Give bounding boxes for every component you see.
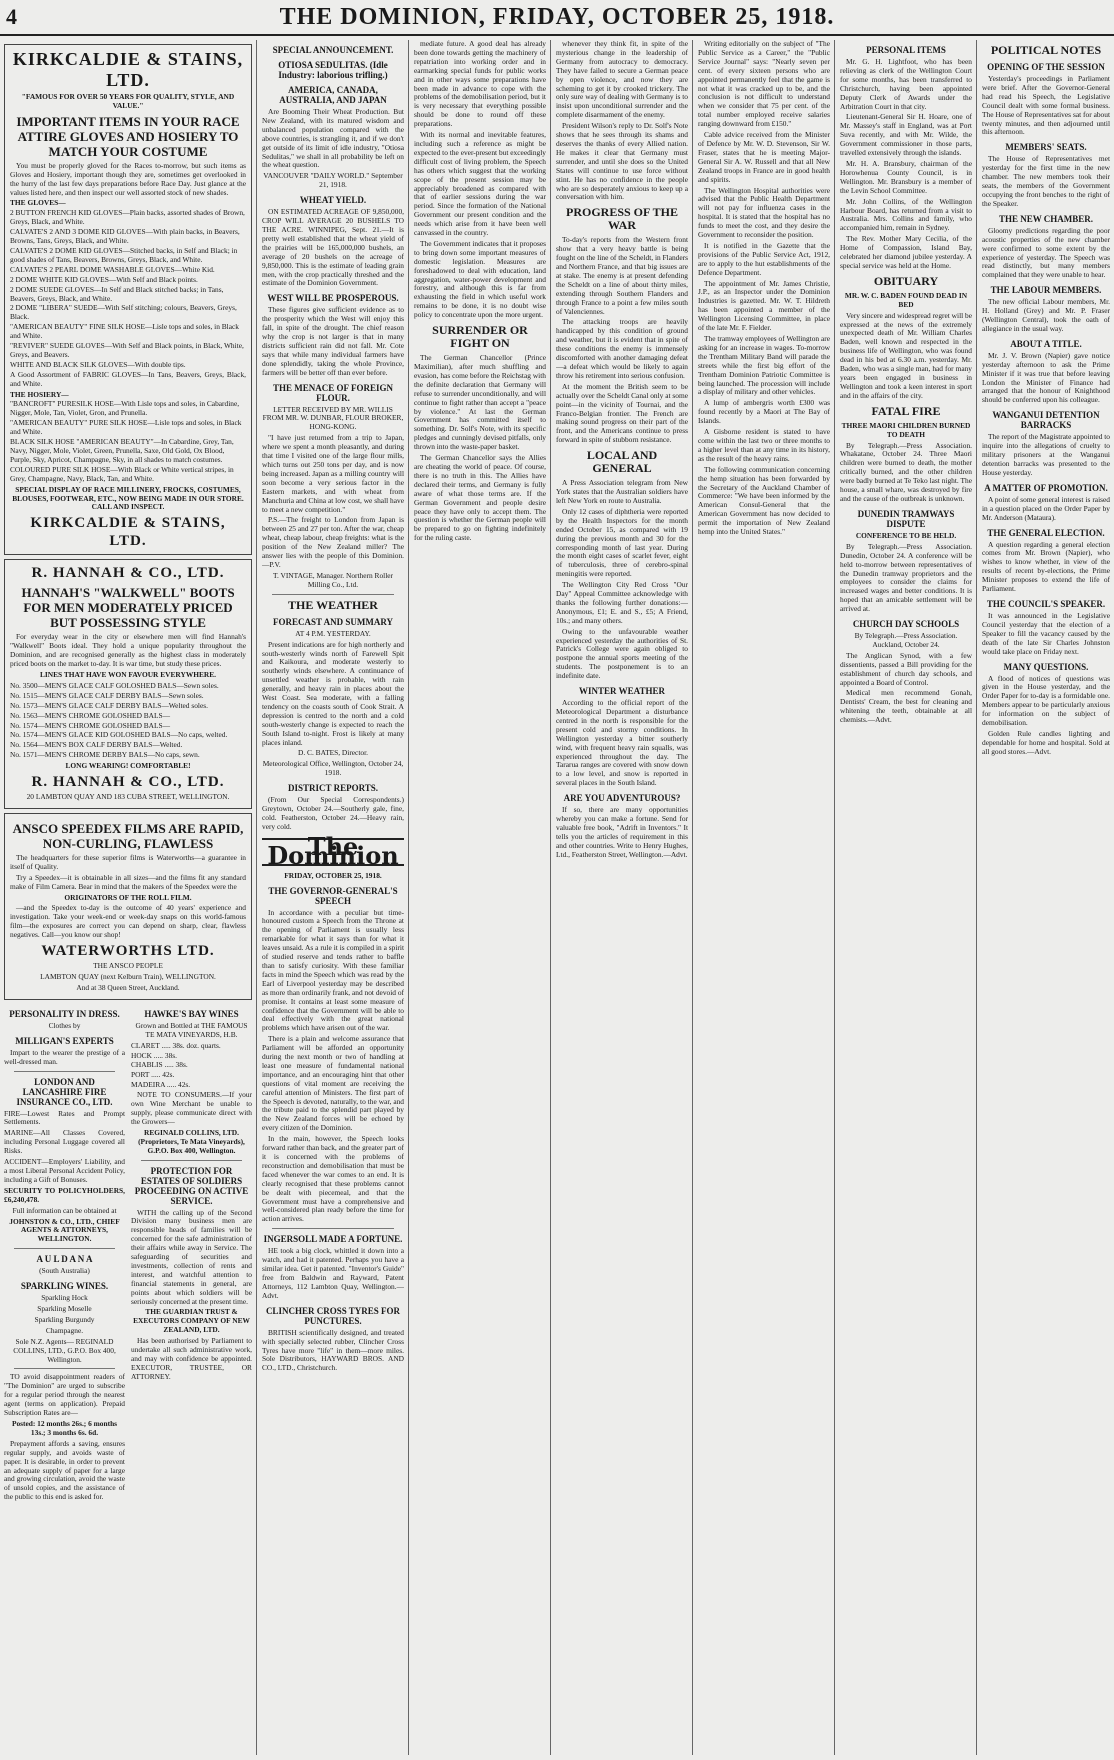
church-sub: By Telegraph.—Press Association. Auckland, October 24. [854, 631, 958, 649]
special-announcement-heading: SPECIAL ANNOUNCEMENT. [272, 45, 394, 55]
waterworths-address-2: And at 38 Queen Street, Auckland. [76, 982, 180, 992]
hawkes-item: CLARET ..... 38s. doz. quarts. [131, 1040, 221, 1050]
auldana-item: Sparkling Burgundy [34, 1314, 95, 1324]
column-4 [556, 40, 688, 1755]
subscription-rates: Posted: 12 months 26s.; 6 months 13s.; 3 months 6s. 6d. [11, 1419, 118, 1437]
speaker-body: It was announced in the Legislative Council yesterday that the election of a Speaker to fill the vacancy caused by the death of the late Sir Charles Johnston would take place on Friday next. [982, 610, 1110, 656]
waterworths-address: LAMBTON QUAY (next Kelburn Train), WELLINGTON. [40, 972, 216, 981]
auldana-agents: Sole N.Z. Agents— REGINALD COLLINS, LTD., G.P.O. Box 400, Wellington. [13, 1336, 116, 1364]
col3-body-3: The Government indicates that it proposes to bring down some important measures of domestic legislation. Measures are foreshadowed to deal with education, land aggregation, water-power development and forestry, and although this is far from exhausting the field in which useful work remains to be done, it is no doubt wise policy to concentrate upon the more urgent. [414, 238, 546, 320]
london-heading: LONDON AND LANCASHIRE FIRE INSURANCE CO., LTD. [16, 1076, 113, 1107]
seats-heading: MEMBERS' SEATS. [1005, 142, 1087, 153]
political-sub: OPENING OF THE SESSION [987, 62, 1105, 72]
local-heading: LOCAL AND GENERAL [586, 448, 658, 476]
obituary-sub: MR. W. C. BADEN FOUND DEAD IN BED [844, 290, 968, 309]
hannah-line: No. 1564—MEN'S BOX CALF DERBY BALS—Welted. [10, 740, 183, 750]
labour-heading: THE LABOUR MEMBERS. [990, 285, 1102, 296]
weather-time: AT 4 P.M. YESTERDAY. [295, 628, 371, 638]
weather-heading: THE WEATHER [288, 597, 378, 612]
hannah-title: R. HANNAH & CO., LTD. [31, 565, 225, 582]
glove-item: 2 DOME WHITE KID GLOVES—With Self and Black points. [10, 274, 198, 284]
america-heading: AMERICA, CANADA, AUSTRALIA, AND JAPAN [279, 85, 387, 105]
surrender-body-2: The German Chancellor says the Allies are cheating the world of peace. Of course, there is no truth in this. The Allies have declared their terms, and Germany is fully aware of what those terms are. If the German Government and people desire peace they have only to accept them. The question is whether the German people will be prepared to go on fighting indefinitely for the ruling caste. [414, 453, 546, 543]
col5-body-1: Writing editorially on the subject of "The Public Service as a Career," the "Public Service Journal" says: "Nearly seven per cent. of every sixteen persons who are appointed permanently feel that the game is not what it was cracked up to be, and the conclusion is not difficult to understand when we consider that 75 per cent. of the total number employed receive salaries ranging downward from £150." [698, 40, 830, 129]
guardian-heading: PROTECTION FOR ESTATES OF SOLDIERS PROCEEDING ON ACTIVE SERVICE. [134, 1165, 249, 1206]
fatal-fire-heading: FATAL FIRE [871, 403, 941, 418]
hawkes-item: CHABLIS ..... 38s. [131, 1060, 188, 1070]
obituary-heading: OBITUARY [873, 273, 939, 288]
auldana-wines: SPARKLING WINES. [20, 1281, 109, 1292]
column-rule [256, 40, 257, 1755]
ansco-originators: ORIGINATORS OF THE ROLL FILM. [64, 892, 192, 902]
page-number: 4 [6, 4, 17, 29]
hannah-advert [4, 559, 252, 809]
hannah-line: No. 1571—MEN'S CHROME DERBY BALS—No caps, sewn. [10, 750, 200, 760]
personal-body-3: Mr. H. A. Bransbury, chairman of the Horowhenua County Council, is in Wellington. Mr. Bransbury is a member of the Levin School Committee. [840, 158, 972, 195]
col5-body-8: A Gisborne resident is stated to have come within the last two or three months to a higher level than at any time in its history, as the result of the heavy rains. [698, 427, 830, 463]
progress-body-3: At the moment the British seem to be actually over the Scheldt Canal only at some point—in the vicinity of Tournai, and the Franco-Belgian frontier. The French are making sound progress on their part of the front, and the Americans continue to press forward in spite of stubborn resistance. [556, 381, 688, 445]
hawkes-body: NOTE TO CONSUMERS.—If your own Wine Merchant be unable to supply, please communicate direct with the Growers— [131, 1090, 252, 1126]
divider [14, 1071, 115, 1072]
progress-body-1: To-day's reports from the Western front show that a very heavy battle is being fought on the line of the Scheldt, in Flanders and Northern France, and that big issues are at stake. The enemy is at present defending the Scheldt on a line of about thirty miles, extending through Southern Flanders and through France to a point a few miles south of Valenciennes. [556, 235, 688, 316]
clincher-heading: CLINCHER CROSS TYRES FOR PUNCTURES. [265, 1305, 401, 1326]
column-1-lower [4, 1004, 252, 1504]
hannah-title-footer: R. HANNAH & CO., LTD. [31, 774, 225, 791]
hawkes-item: HOCK ..... 38s. [131, 1050, 177, 1060]
subscription-body: Prepayment affords a saving, ensures regular supply, and avoids waste of paper. It is desirable, in order to prevent an adequate supply of paper for a large and growing circulation, avoid the waste of unsold copies, and the assistance of the public to this end is asked for. [4, 1438, 125, 1502]
london-agents: JOHNSTON & CO., LTD., CHIEF AGENTS & ATTORNEYS, WELLINGTON. [9, 1216, 120, 1244]
kirkcaldie-intro: You must be properly gloved for the Races to-morrow, but such items as Gloves and Hosiery, important though they are, sometimes get overlooked in the hurry of the last few days preparations before Race Day. Just glance at the values listed here, and then inspect our well assorted stock of new shades. [10, 160, 246, 197]
hosiery-label: THE HOSIERY— [10, 389, 69, 399]
col7-end: Golden Rule candles lighting and dependable for home and hospital. Sold at all good stores.—Advt. [982, 728, 1110, 756]
hawkes-item: MADEIRA ..... 42s. [131, 1080, 191, 1090]
ansco-advert [4, 813, 252, 1000]
london-info: Full information can be obtained at [12, 1205, 117, 1215]
kirkcaldie-special: SPECIAL DISPLAY OF RACE MILLINERY, FROCKS, COSTUMES, BLOUSES, FOOTWEAR, ETC., NOW BEING MADE IN OUR STORE. CALL AND INSPECT. [12, 484, 244, 512]
election-heading: THE GENERAL ELECTION. [987, 527, 1105, 538]
menace-heading: THE MENACE OF FOREIGN FLOUR. [273, 382, 393, 403]
glove-item: CALVATE'S 2 DOME KID GLOVES—Stitched backs, in Self and Black; in good shades of Tans, Beavers, Browns, Greys, Black, and White. [10, 245, 238, 264]
hawkes-sub: Grown and Bottled at THE FAMOUS TE MATA VINEYARDS, H.B. [135, 1020, 248, 1039]
local-body-1: A Press Association telegram from New York states that the Australian soldiers have left New York en route to Australia. [556, 478, 688, 505]
speaker-heading: THE COUNCIL'S SPEAKER. [986, 598, 1106, 609]
subscription-head: TO avoid disappointment readers of "The Dominion" are urged to subscribe for a regular period through the nearest agent (terms on application). Prepaid Subscription Rates are— [4, 1372, 125, 1418]
ansco-title: ANSCO SPEEDEX FILMS ARE RAPID, NON-CURLING, FLAWLESS [12, 820, 244, 851]
hannah-line: No. 1574—MEN'S GLACE KID GOLOSHED BALS—No caps, welted. [10, 730, 228, 740]
adventure-heading: ARE YOU ADVENTUROUS? [563, 793, 681, 804]
personal-body-4: Mr. John Collins, of the Wellington Harbour Board, has returned from a visit to Australia. Mrs. Collins and family, who accompanied him, remain in Sydney. [840, 196, 972, 233]
column-6 [840, 40, 972, 1755]
hannah-headline: HANNAH'S "WALKWELL" BOOTS FOR MEN MODERATELY PRICED BUT POSSESSING STYLE [21, 585, 235, 631]
personal-body-1: Mr. G. H. Lightfoot, who has been relieving as clerk of the Wellington Court for some months, has been transferred to Christchurch, having been appointed Deputy Clerk of Awards under the Arbitration Court in that city. [840, 57, 972, 111]
kirkcaldie-title: KIRKCALDIE & STAINS, LTD. [12, 49, 244, 90]
winter-heading: WINTER WEATHER [579, 686, 665, 697]
kirkcaldie-advert [4, 44, 252, 555]
labour-body: The new official Labour members, Mr. H. Holland (Grey) and Mr. P. Fraser (Wellington Central), took the oath of allegiance in the usual way. [982, 297, 1110, 333]
hannah-address: 20 LAMBTON QUAY AND 183 CUBA STREET, WELLINGTON. [26, 792, 230, 802]
local-body-3: The Wellington City Red Cross "Our Day" Appeal Committee acknowledge with thanks the following further donations:—Anonymous, £1; E. and S., £5; A Friend, 10s.; and many others. [556, 580, 688, 625]
vintage-signature: T. VINTAGE, Manager. Northern Roller Milling Co., Ltd. [272, 570, 394, 589]
guardian-body-2: Has been authorised by Parliament to undertake all such administrative work, and may with confidence be appointed. EXECUTOR, TRUSTEE, OR ATTORNEY. [131, 1336, 252, 1381]
col5-body-9: The following communication concerning the hemp situation has been forwarded by the Secretary of the Auckland Chamber of Commerce: "We have been informed by the American Consul-General that the American Government has now decided to permit the importation of New Zealand hemp into the United States." [698, 464, 830, 537]
gloves-label: THE GLOVES— [10, 198, 66, 208]
wanganui-body: The report of the Magistrate appointed to inquire into the allegations of cruelty to military prisoners at the Wanganui detention barracks was presented to the House yesterday. [982, 432, 1110, 477]
clincher-body: BRITISH scientifically designed, and treated with specially selected rubber, Clincher Cross Tyres have more "life" in them—more miles. Sole Distributors, HAYWARD BROS. AND CO., LTD., Christchurch. [262, 1327, 404, 1373]
masthead [0, 0, 1114, 36]
adventure-body: If so, there are many opportunities whereby you can make a fortune. Send for valuable free book, "Adrift in Inventors." It tells you the articles of requirement in this and other countries. Write to Henry Hughes, Ltd., Featherston Street, Wellington.—Advt. [556, 805, 688, 859]
america-body: Are Booming Their Wheat Production. But New Zealand, with its matured wisdom and unbalanced population compared with the above countries, is strangling it, and if we don't get outside of its limit of idle industry, "Otiosa Sedulitas," we shall in all probability be left on the wheat question. [262, 107, 404, 170]
kirkcaldie-headline: IMPORTANT ITEMS IN YOUR RACE ATTIRE GLOVES AND HOSIERY TO MATCH YOUR COSTUME [16, 113, 240, 159]
hannah-line: No. 1515—MEN'S GLACE CALF DERBY BALS—Sewn soles. [10, 690, 204, 700]
menace-body-2: P.S.—The freight to London from Japan is between 25 and 27 per ton. After the war, cheap wheat, cheap labour, cheap freights: what is the position of the New Zealand miller? The answer lies with the people of this Dominion.—P.V. [262, 515, 404, 569]
hannah-line: No. 1574—MEN'S CHROME GOLOSHED BALS— [10, 720, 171, 730]
menace-body: "I have just returned from a trip to Japan, where we spent a month pleasantly, and during that time I visited one of the large flour mills, which turns out 250 tons per day, and is now being increased. Japan as a milling country will soon become a very serious factor in the Eastern markets, and with wheat from Manchuria and China at low cost, we shall have to meet a new competition." [262, 433, 404, 514]
fatal-fire-body: By Telegraph.—Press Association. Whakatane, October 24. Three Maori children were burned to death, the mother critically burned, and the other children were badly burned at Te Teko last night. The house, a small whare, was destroyed by fire and the cause of the outbreak is unknown. [840, 440, 972, 503]
winter-body: According to the official report of the Meteorological Department a disturbance centred in the north is responsible for the present cold and stormy conditions. In Wellington yesterday a bitter southerly wind, with frequent heavy rain squalls, was experienced throughout the day. The Tararua ranges are covered with snow down to a low level, and snow is reported in several places in the South Island. [556, 698, 688, 788]
political-body: Yesterday's proceedings in Parliament were brief. After the Governor-General had read his Speech, the Legislative Council dealt with some formal business. The House of Representatives sat for about twenty minutes, and then adjourned until this afternoon. [982, 74, 1110, 137]
hawkes-growers: REGINALD COLLINS, LTD. (Proprietors, Te Mata Vineyards), G.P.O. Box 400, Wellington. [138, 1127, 245, 1155]
col5-body-5: The appointment of Mr. James Christie, J.P., as an Inspector under the Dominion Industries is gazetted. Mr. W. T. Hildreth has been appointed a member of the Wellington Licensing Committee, in place of the late Mr. F. Fielder. [698, 278, 830, 333]
weather-body: Present indications are for high northerly and south-westerly winds north of Farewell Spit and Kaikoura, and moderate westerly to southerly winds elsewhere. A continuance of unsettled weather is probable, with rain generally, and heavy rain in places about the West Coast. Sea moderate, with a falling tendency on the coasts south of Cook Strait. A depression is centred to the north and a cold south-westerly change is expected to reach the South Island to-night. Frost is likely at many places inland. [262, 639, 404, 747]
column-rule [834, 40, 835, 1755]
local-body-2: Only 12 cases of diphtheria were reported by the Health Inspectors for the month ended October 15, as compared with 19 during the previous month and 30 for the corresponding month of last year. During the month eight cases of scarlet fever, eight of tuberculosis, three of cerebro-spinal meningitis were reported. [556, 506, 688, 579]
col5-body-3: The Wellington Hospital authorities were advised that the Public Health Department will not pay for influenza cases in the hospital. It is stated that the hospital has no funds to meet the cost, and they desire the Government to reconsider the position. [698, 185, 830, 240]
glove-item: 2 BUTTON FRENCH KID GLOVES—Plain backs, assorted shades of Brown, Greys, Black, and White. [10, 208, 245, 227]
column-rule [550, 40, 551, 1755]
personal-heading: PERSONAL ITEMS [866, 45, 946, 55]
guardian-name: THE GUARDIAN TRUST & EXECUTORS COMPANY OF NEW ZEALAND, LTD. [133, 1307, 250, 1335]
col5-body-2: Cable advice received from the Minister of Defence by Mr. W. D. Stevenson, Sir W. Fraser, states that he is meeting Major-General Sir A. W. Russell and that all New Zealand troops in France are in good health and spirits. [698, 130, 830, 184]
column-rule [976, 40, 977, 1755]
ansco-body-1: The headquarters for these superior films is Waterworths—a guarantee in itself of Quality. [10, 852, 246, 871]
progress-body-2: The attacking troops are heavily handicapped by this condition of ground and weather, but it is evident that in spite of these conditions the enemy is immensely discomforted with another damaging defeat—a defeat which would be likely to again throw his retirement into serious confusion. [556, 317, 688, 380]
hosiery-item: BLACK SILK HOSE "AMERICAN BEAUTY"—In Cabardine, Grey, Tan, Navy, Nigger, Mole, Violet, Green, Prunella, Saxe, Old Gold, Ox Blood, Purple, Sky, Apricot, Champagne, Sky, in all shades to match costumes. [10, 437, 234, 464]
column-3 [414, 40, 546, 1755]
waterworths-title: WATERWORTHS LTD. [41, 943, 215, 960]
weather-office: Meteorological Office, Wellington, October 24, 1918. [262, 759, 404, 778]
column-7 [982, 40, 1110, 1755]
auldana-item: Sparkling Moselle [37, 1304, 92, 1314]
auldana-heading: A U L D A N A [36, 1254, 93, 1265]
glove-item: 2 DOME SUEDE GLOVES—In Self and Black stitched backs; in Tans, Beavers, Greys, Black, and White. [10, 284, 224, 303]
glove-item: WHITE AND BLACK SILK GLOVES—With double tips. [10, 359, 186, 369]
weather-signature: D. C. BATES, Director. [297, 748, 368, 758]
column-1-lower-left [4, 1004, 125, 1504]
glove-item: "REVIVER" SUEDE GLOVES—With Self and Black points, in Black, White, Greys, and Beavers. [10, 341, 244, 359]
progress-heading: PROGRESS OF THE WAR [565, 205, 679, 233]
newspaper-title: THE DOMINION, FRIDAY, OCTOBER 25, 1918. [279, 4, 835, 30]
wheat-body: ON ESTIMATED ACREAGE OF 9,850,000, CROP WILL AVERAGE 20 BUSHELS TO THE ACRE. WINNIPEG, Sept. 21.—It is pretty well established that the wheat yield of the prairies will be 165,000,000 bushels, an average of 20 bushels on the acreage of 9,850,000. This is the estimate of leading grain men, with the crop practically threshed and the estimate of the Dominion Government. [262, 207, 404, 288]
milligan-body: Impart to the wearer the prestige of a well-dressed man. [4, 1047, 125, 1066]
hannah-body: For everyday wear in the city or elsewhere men will find Hannah's "Walkwell" Boots ideal. They hold a unique popularity throughout the Dominion, and are recognised generally as the highest class in moderately priced boots on the market to-day. It is war time, but study these prices. [10, 632, 246, 669]
governor-speech-body-3: In the main, however, the Speech looks forward rather than back, and the greater part of it is concerned with the problems of reconstruction and demobilisation that must be faced whenever the war comes to an end. It is clearly recognised that these problems cannot be dealt with piecemeal, and that the Government must have a comprehensive and well-considered plan ready before the time for action arrives. [262, 1134, 404, 1224]
tramways-heading: DUNEDIN TRAMWAYS DISPUTE [857, 508, 955, 529]
hawkes-item: PORT ..... 42s. [131, 1070, 175, 1080]
promotion-heading: A MATTER OF PROMOTION. [984, 482, 1108, 493]
column-rule [408, 40, 409, 1755]
hosiery-item: "AMERICAN BEAUTY" PURE SILK HOSE—Lisle tops and soles, in Black and White. [10, 418, 242, 437]
governor-speech-body-2: There is a plain and welcome assurance that Parliament will be afforded an opportunity during the next month or two of handling at least one measure of fundamental national importance, and an encouraging hint that other questions of vital moment are receiving the careful attention of Ministers. The first part of the Speech is devoted, naturally, to the war, and the tribute paid to the splendid part played by the New Zealand forces will be echoed by every citizen of the Dominion. [262, 1034, 404, 1133]
district-heading: DISTRICT REPORTS. [287, 783, 379, 794]
column-2 [262, 40, 404, 1755]
col5-body-7: A lump of ambergris worth £300 was found recently by a Maori at The Bay of Islands. [698, 398, 830, 426]
chamber-heading: THE NEW CHAMBER. [998, 213, 1094, 224]
personal-body-5: The Rev. Mother Mary Cecilia, of the Home of Compassion, Island Bay, celebrated her diamond jubilee yesterday. A special service was held at the Home. [840, 234, 972, 270]
obituary-body: Very sincere and widespread regret will be expressed at the news of the extremely unexpected death of Mr. William Charles Baden, well known and respected in the business life of Wellington, who was found dead in his bed at 6.30 a.m. yesterday. Mr. Baden, who was a single man, had for many years been engaged in business in Wellington and took a keen interest in sport and in the affairs of the city. [840, 310, 972, 400]
questions-heading: MANY QUESTIONS. [1003, 661, 1089, 672]
column-5 [698, 40, 830, 1755]
church-heading: CHURCH DAY SCHOOLS [852, 619, 960, 630]
waterworths-sub: THE ANSCO PEOPLE [93, 961, 163, 971]
auldana-item: Champagne. [45, 1325, 84, 1335]
divider [14, 1248, 115, 1249]
london-line: MARINE—All Classes Covered, including Personal Luggage covered all Risks. [4, 1128, 125, 1156]
governor-speech-heading: THE GOVERNOR-GENERAL'S SPEECH [268, 885, 398, 906]
divider [272, 594, 394, 595]
hosiery-item: COLOURED PURE SILK HOSE—With Black or White vertical stripes, in Grey, Champagne, Navy, Black, Tan, and White. [10, 464, 234, 483]
glove-note: A Good Assortment of FABRIC GLOVES—In Tans, Beavers, Greys, Black, and White. [10, 369, 246, 388]
wanganui-heading: WANGANUI DETENTION BARRACKS [992, 410, 1100, 431]
personality-heading: PERSONALITY IN DRESS. [9, 1008, 120, 1019]
ingersoll-heading: INGERSOLL MADE A FORTUNE. [263, 1234, 403, 1245]
hannah-lines-label: LINES THAT HAVE WON FAVOUR EVERYWHERE. [39, 669, 217, 679]
london-line: FIRE—Lowest Rates and Prompt Settlements. [4, 1108, 125, 1127]
vancouver-heading: VANCOUVER "DAILY WORLD." September 21, 1918. [263, 171, 403, 190]
promotion-body: A point of some general interest is raised in a question placed on the Order Paper by Mr. Anderson (Mataura). [982, 494, 1110, 522]
clothes-by: Clothes by [48, 1020, 81, 1030]
column-1-lower-right [131, 1004, 252, 1504]
dominion-date: FRIDAY, OCTOBER 25, 1918. [284, 870, 382, 880]
hannah-line: No. 3500—MEN'S GLACE CALF GOLOSHED BALS—Sewn soles. [10, 680, 219, 690]
col3-body-2: With its normal and inevitable features, including such a reference as might be expected to the ever-present but exceedingly difficult cost of living problem, the Speech has others which suggest that the working scope of the present session may be appreciably broadened as compared with that of earlier sessions during the war period. Since the formation of the National Government our present condition and the needs which arise from it have been well canvassed in the country. [414, 130, 546, 238]
london-line: ACCIDENT—Employers' Liability, and a most Liberal Personal Accident Policy, including a Gift of Bonuses. [4, 1157, 125, 1184]
fatal-fire-sub: THREE MAORI CHILDREN BURNED TO DEATH [841, 420, 971, 439]
surrender-heading: SURRENDER OR FIGHT ON [432, 323, 528, 351]
west-body: These figures give sufficient evidence as to the prosperity which the West will enjoy this fall, in spite of the drought. The chief reason why the crop is not larger is that in many districts sufficient rain did not fall. Mr. Cote says that while many individual farmers have done splendidly, taking the whole Province, farmers will be better off than ever before. [262, 305, 404, 377]
otiosa-heading: OTIOSA SEDULITAS. (Idle Industry: laborious trifling.) [278, 60, 388, 80]
london-line: SECURITY TO POLICYHOLDERS, £6,240,478. [4, 1185, 125, 1204]
col4-body-1: whenever they think fit, in spite of the mysterious change in the leadership of Germany from autocracy to democracy. They have failed to secure a German peace by open violence, and now they are scheming to get it by crooked trickery. The only sure way of dealing with Germany is to insist upon unconditional surrender and the complete disarmament of the enemy. [556, 40, 688, 120]
glove-item: 2 DOME "LIBERA" SUEDE—With Self stitching; colours, Beavers, Greys, Black. [10, 303, 237, 322]
hannah-tagline: LONG WEARING! COMFORTABLE! [65, 761, 191, 771]
ansco-body-3: —and the Speedex to-day is the outcome of 40 years' experience and investigation. Take your week-end or week-day snaps on this world-famous film—the exposures are correct you can depend on sharp, clear, flawless negatives. Call—you know our shop! [10, 903, 246, 940]
menace-sub: LETTER RECEIVED BY MR. WILLIS FROM MR. W. DUNBAR, FLOUR BROKER, HONG-KONG. [262, 404, 404, 432]
col3-body-1: mediate future. A good deal has already been done towards getting the machinery of repatriation into working order and in earmarking special funds for public works and in other ways some preparations have been made in advance to cope with the problems of the demobilisation period, but it is very necessary that everything possible should be done to round off these preparations. [414, 40, 546, 129]
chamber-body: Gloomy predictions regarding the poor acoustic properties of the new chamber were confirmed to some extent by the experience of yesterday. The Speech was read distinctly, but many members complained that they were unable to hear. [982, 225, 1110, 280]
kirkcaldie-tagline: "FAMOUS FOR OVER 50 YEARS FOR QUALITY, STYLE, AND VALUE." [21, 92, 235, 110]
glove-item: CALVATE'S 2 AND 3 DOME KID GLOVES—With plain backs, in Beavers, Browns, Tans, Greys, Black, and White. [10, 227, 240, 246]
surrender-body-1: The German Chancellor (Prince Maximilian), after much shuffling and evasion, has come before the Reichstag with the definite declaration that Germany will refuse to surrender unconditionally, and will continue to fight rather than accept a "peace by violence." At last the German Government has committed itself to something. Dr. Solf's Note, with its specific pledges and cunningly devised pitfalls, only thrown into the waste-paper basket. [414, 353, 546, 452]
divider [141, 1160, 242, 1161]
divider [272, 1228, 394, 1229]
governor-speech-body-1: In accordance with a peculiar but time-honoured custom a Speech from the Throne at the opening of Parliament is usually less remarkable for what it says than for what it leaves unsaid. As a rule it is compiled in a spirit of studied reserve and tends rather to baffle than to satisfy curiosity. With these familiar facts in mind the Speech which was read by the Earl of Liverpool yesterday may be described as more than ordinarily frank, and not devoid of promise. It contains at least some measure of confidence that the Government will be able to deal effectively with the great national problems which have arisen out of the war. [262, 907, 404, 1033]
local-body-4: Owing to the unfavourable weather experienced yesterday the authorities of St. Patrick's College were again obliged to postpone the annual sports meeting of the students. The postponement is to an indefinite date. [556, 626, 688, 681]
auldana-item: Sparkling Hock [41, 1293, 88, 1303]
ansco-body-2: Try a Speedex—it is obtainable in all sizes—and the films fit any standard make of Film Camera. Bear in mind that the makers of the Speedex were the [10, 872, 246, 891]
glove-item: CALVATE'S 2 PEARL DOME WASHABLE GLOVES—White Kid. [10, 264, 215, 274]
glove-item: "AMERICAN BEAUTY" FINE SILK HOSE—Lisle tops and soles, in Black and White. [10, 322, 239, 341]
hawkes-heading: HAWKE'S BAY WINES [144, 1008, 239, 1019]
title-heading: ABOUT A TITLE. [1010, 338, 1082, 349]
auldana-sub: (South Australia) [39, 1266, 90, 1276]
personal-body-2: Lieutenant-General Sir H. Hoare, one of Mr. Massey's staff in England, was at Port Suva recently, and with Mr. Wilde, the Government commissioner in those parts, travelled extensively through the islands. [840, 112, 972, 158]
church-body: The Anglican Synod, with a few dissentients, passed a Bill providing for the establishment of church day schools, and appointed a Board of Control. [840, 650, 972, 687]
col5-body-6: The tramway employees of Wellington are asking for an increase in wages. To-morrow the Trentham Military Band will parade the streets while the first big effort of the Trentham Dominion Patriotic Committee is being launched. The procession will include a display of military and other vehicles. [698, 334, 830, 397]
questions-body: A flood of notices of questions was given in the House yesterday, and the Order Paper for to-day is a formidable one. Members appear to be particularly anxious for information on the subject of demobilisation. [982, 673, 1110, 728]
wheat-heading: WHEAT YIELD. [299, 195, 367, 206]
col5-body-4: It is notified in the Gazette that the provisions of the Public Service Act, 1912, are to apply to the hut establishments of the Defence Department. [698, 240, 830, 277]
col6-body-end: Medical men recommend Gonah, Dentists' Cream, the best for cleaning and whitening the teeth, obtainable at all chemists.—Advt. [840, 688, 972, 725]
guardian-body: WITH the calling up of the Second Division many business men are responsible heads of families will be concerned for the safe administration of their affairs while away in Service. The safeguarding of securities and investments, collection of rents and interest, and watchful attention to financial statements in general, are points about which soldiers will be seriously concerned at the present time. [131, 1207, 252, 1306]
west-heading: WEST WILL BE PROSPEROUS. [267, 293, 399, 304]
ingersoll-body: HE took a big clock, whittled it down into a watch, and had it patented. Perhaps you have a similar idea. Get it patented. "Inventor's Guide" free from Baldwin and Rayward, Patent Attorneys, 112 Lambton Quay, Wellington.—Advt. [262, 1246, 404, 1300]
column-rule [692, 40, 693, 1755]
political-heading: POLITICAL NOTES [990, 43, 1102, 57]
title-body: Mr. J. V. Brown (Napier) gave notice yesterday afternoon to ask the Prime Minister if it was true that before leaving London the Minister of Finance had arranged that the honour of Knighthood should be conferred upon his colleague. [982, 350, 1110, 405]
dominion-banner: The Dominion [262, 838, 404, 866]
seats-body: The House of Representatives met yesterday for the first time in the new chamber. The new members took their seats, the members of the Government occupying the front benches to the right of the Speaker. [982, 154, 1110, 208]
col4-body-2: President Wilson's reply to Dr. Solf's Note shows that he sees through its shams and deserves the thanks of every Allied nation. He makes it clear that Germany must surrender, and until she does so the United States will continue to use force without stint. He has no confidence in the people who are so desperately anxious to keep up a conversation with him. [556, 121, 688, 202]
election-body: A question regarding a general election comes from Mr. Brown (Napier), who wishes to know whether, in view of the results of recent by-elections, the Prime Minister proposes to extend the life of Parliament. [982, 539, 1110, 594]
kirkcaldie-title-footer: KIRKCALDIE & STAINS, LTD. [30, 515, 226, 550]
district-body: (From Our Special Correspondents.) Greytown, October 24.—Southerly gale, fine, cold. Featherston, October 24.—Heavy rain, very cold. [262, 795, 404, 831]
divider [14, 1368, 115, 1369]
tramways-sub: CONFERENCE TO BE HELD. [855, 530, 957, 540]
hannah-line: No. 1573—MEN'S GLACE CALF DERBY BALS—Welted soles. [10, 700, 208, 710]
hannah-line: No. 1563—MEN'S CHROME GOLOSHED BALS— [10, 710, 171, 720]
hosiery-item: "BANCROFT" PURESILK HOSE—With Lisle tops and soles, in Cabardine, Nigger, Mole, Tan, Violet, Gron, and Prunella. [10, 399, 240, 418]
column-1 [4, 40, 252, 1755]
milligan-heading: MILLIGAN'S EXPERTS [15, 1035, 114, 1046]
tramways-body: By Telegraph.—Press Association. Dunedin, October 24. A conference will be held to-morrow between representatives of the Dunedin tramway proprietors and the employees to consider the claims for increased wages and better conditions. It is hoped that an amicable settlement will be arrived at. [840, 541, 972, 614]
weather-sub: FORECAST AND SUMMARY [272, 616, 394, 627]
